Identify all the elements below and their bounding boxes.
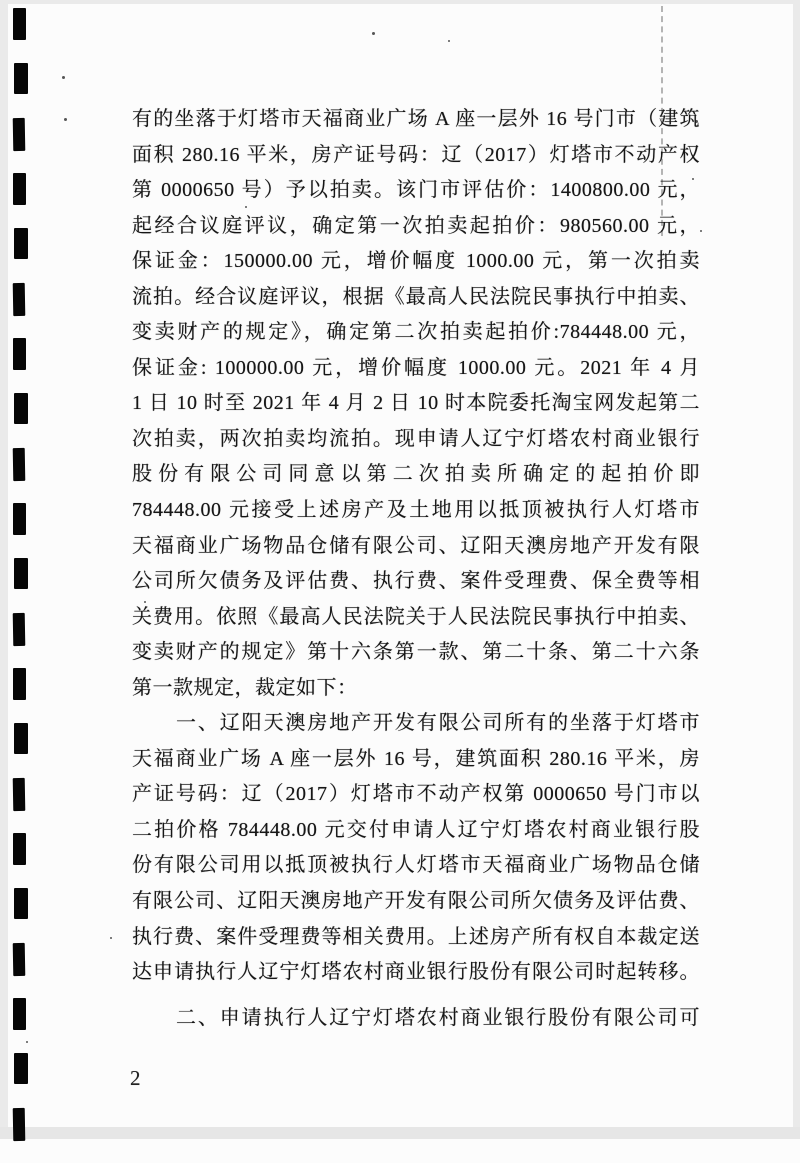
binding-hole-mark xyxy=(13,668,26,700)
scan-speckle xyxy=(26,1041,28,1043)
text-line: 第一款规定，裁定如下： xyxy=(132,676,358,699)
scan-edge-left xyxy=(0,0,8,1139)
page-number: 2 xyxy=(130,1066,141,1090)
scan-edge-top xyxy=(0,0,800,4)
text-line: 有限公司、辽阳天澳房地产开发有限公司所欠债务及评估费、 xyxy=(132,890,700,913)
binding-hole-mark xyxy=(13,943,26,976)
text-line: 关费用。依照《最高人民法院关于人民法院民事执行中拍卖、 xyxy=(132,605,700,628)
binding-hole-mark xyxy=(14,723,28,754)
scan-speckle xyxy=(448,40,450,42)
text-line: 1 日 10 时至 2021 年 4 月 2 日 10 时本院委托淘宝网发起第二 xyxy=(132,392,700,415)
text-line: 份有限公司用以抵顶被执行人灯塔市天福商业广场物品仓储 xyxy=(132,854,700,877)
binding-hole-mark xyxy=(13,1108,26,1141)
text-line: 二、申请执行人辽宁灯塔农村商业银行股份有限公司可 xyxy=(176,1006,700,1029)
binding-hole-mark xyxy=(13,833,26,865)
binding-hole-mark xyxy=(13,613,26,646)
text-line: 公司所欠债务及评估费、执行费、案件受理费、保全费等相 xyxy=(132,570,700,593)
text-line: 二拍价格 784448.00 元交付申请人辽宁灯塔农村商业银行股 xyxy=(132,818,700,841)
text-line: 第 0000650 号）予以拍卖。该门市评估价：1400800.00 元， xyxy=(132,179,700,202)
text-line: 起经合议庭评议，确定第一次拍卖起拍价：980560.00 元， xyxy=(132,214,700,237)
scan-speckle xyxy=(372,32,375,35)
text-line: 达申请执行人辽宁灯塔农村商业银行股份有限公司时起转移。 xyxy=(132,961,700,984)
binding-hole-mark xyxy=(13,118,26,151)
binding-hole-mark xyxy=(14,888,28,919)
text-line: 保证金: 100000.00 元，增价幅度 1000.00 元。2021 年 4 月 xyxy=(132,356,700,379)
scan-speckle xyxy=(64,118,67,121)
text-line: 股份有限公司同意以第二次拍卖所确定的起拍价即 xyxy=(132,463,700,486)
text-line: 一、辽阳天澳房地产开发有限公司所有的坐落于灯塔市 xyxy=(176,712,700,735)
binding-hole-mark xyxy=(14,1053,28,1084)
binding-hole-mark xyxy=(14,393,28,424)
scan-speckle xyxy=(700,230,702,232)
scan-speckle xyxy=(62,76,65,79)
binding-holes-strip xyxy=(13,8,29,1163)
scan-edge-bottom xyxy=(0,1127,800,1139)
document-body xyxy=(132,102,700,1036)
binding-hole-mark xyxy=(13,8,26,40)
binding-hole-mark xyxy=(13,338,26,370)
text-line: 流拍。经合议庭评议，根据《最高人民法院民事执行中拍卖、 xyxy=(132,285,700,308)
text-line: 产证号码：辽（2017）灯塔市不动产权第 0000650 号门市以 xyxy=(132,783,700,806)
binding-hole-mark xyxy=(14,228,28,259)
paragraph xyxy=(132,102,700,706)
binding-hole-mark xyxy=(13,998,26,1030)
binding-hole-mark xyxy=(14,63,28,94)
text-line: 784448.00 元接受上述房产及土地用以抵顶被执行人灯塔市 xyxy=(132,499,700,522)
text-line: 变卖财产的规定》第十六条第一款、第二十条、第二十六条 xyxy=(132,641,700,664)
binding-hole-mark xyxy=(13,173,26,205)
text-line: 保证金：150000.00 元，增价幅度 1000.00 元，第一次拍卖 xyxy=(132,250,700,273)
binding-hole-mark xyxy=(13,283,26,316)
binding-hole-mark xyxy=(13,448,26,481)
text-line: 次拍卖，两次拍卖均流拍。现申请人辽宁灯塔农村商业银行 xyxy=(132,427,700,450)
paragraph xyxy=(132,1001,700,1037)
scan-speckle xyxy=(110,937,112,939)
binding-hole-mark xyxy=(13,778,26,811)
binding-hole-mark xyxy=(13,503,26,535)
paragraph xyxy=(132,706,700,990)
text-line: 天福商业广场物品仓储有限公司、辽阳天澳房地产开发有限 xyxy=(132,534,700,557)
text-line: 面积 280.16 平米，房产证号码：辽（2017）灯塔市不动产权 xyxy=(132,143,700,166)
text-line: 执行费、案件受理费等相关费用。上述房产所有权自本裁定送 xyxy=(132,925,700,948)
text-line: 天福商业广场 A 座一层外 16 号，建筑面积 280.16 平米，房 xyxy=(132,747,700,770)
text-line: 变卖财产的规定》，确定第二次拍卖起拍价:784448.00 元， xyxy=(132,321,700,344)
binding-hole-mark xyxy=(14,558,28,589)
text-line: 有的坐落于灯塔市天福商业广场 A 座一层外 16 号门市（建筑 xyxy=(132,108,700,130)
scan-edge-right xyxy=(793,0,800,1139)
